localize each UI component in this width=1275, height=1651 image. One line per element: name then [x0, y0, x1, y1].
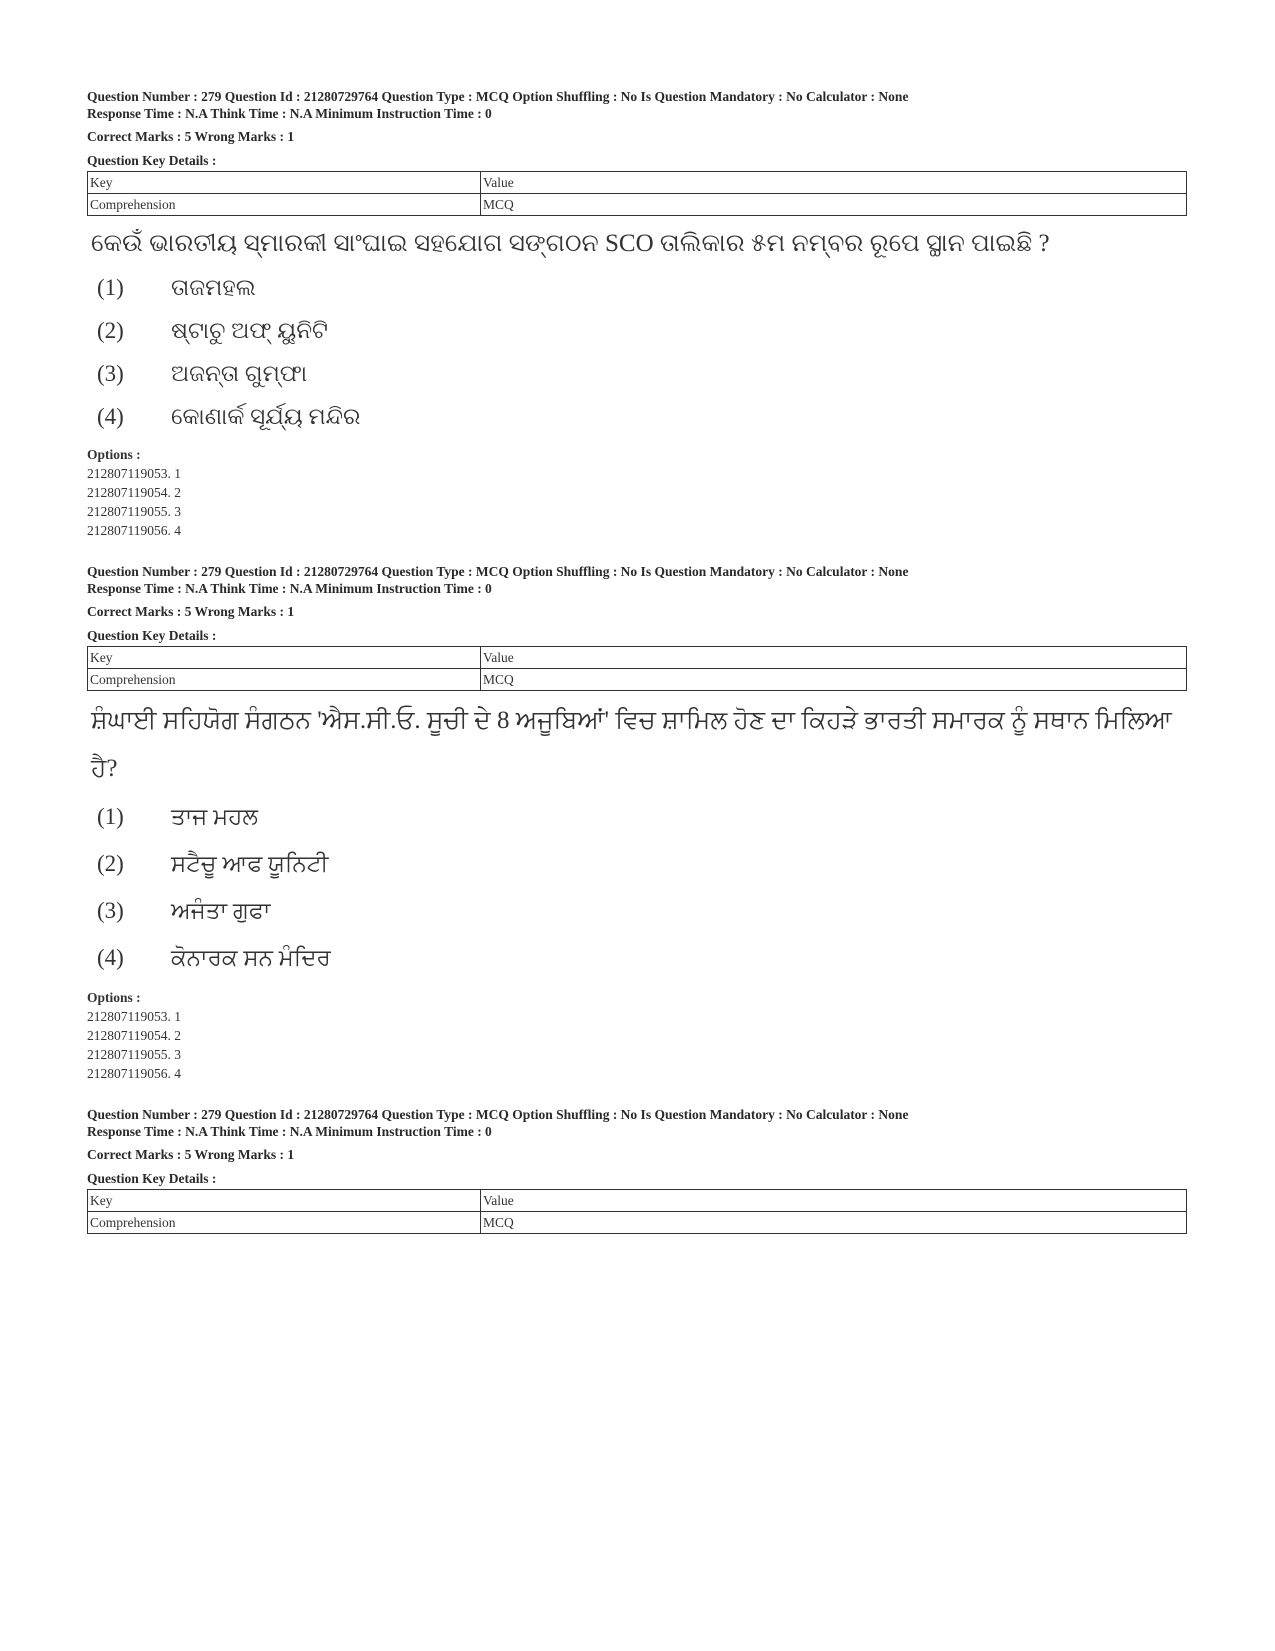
option-id: 212807119056. 4 [87, 1066, 181, 1081]
question-text: ਸ਼ੰਘਾਈ ਸਹਿਯੋਗ ਸੰਗਠਨ 'ਐਸ.ਸੀ.ਓ. ਸੂਚੀ ਦੇ 8 ਅਜੂਬਿਆਂ' ਵਿਚ ਸ਼ਾਮਿਲ ਹੋਣ ਦਾ ਕਿਹੜੇ ਭਾਰਤੀ ਸਮਾਰਕ ਨੂੰ ਸਥਾਨ ਮਿਲਿਆ ਹੈ? [91, 707, 1172, 782]
table-header-value: Value [481, 1190, 1187, 1212]
option-number: (4) [97, 403, 124, 429]
option-id: 212807119054. 2 [87, 1028, 181, 1043]
option-text: ਤਾਜ ਮਹਲ [171, 803, 258, 829]
option-id: 212807119054. 2 [87, 485, 181, 500]
option-id: 212807119055. 3 [87, 504, 181, 519]
table-cell-value: MCQ [481, 669, 1187, 691]
option-text: କୋଣାର୍କ ସୂର୍ଯ୍ୟ ମନ୍ଦିର [171, 403, 361, 429]
question-header-line1: Question Number : 279 Question Id : 21280729764 Question Type : MCQ Option Shuffling : No Is Question Mandatory : No Calculator : None [87, 89, 909, 104]
option-number: (3) [97, 360, 124, 386]
table-row [88, 647, 1187, 669]
key-details-table [87, 646, 1187, 691]
option-text: ਸਟੈਚੂ ਆਫ ਯੂਨਿਟੀ [171, 850, 329, 876]
option-id: 212807119053. 1 [87, 1009, 181, 1024]
table-row [88, 194, 1187, 216]
options-label: Options : [87, 990, 141, 1005]
option-id: 212807119053. 1 [87, 466, 181, 481]
option-number: (1) [97, 274, 124, 300]
option-number: (1) [97, 803, 124, 829]
option-number: (3) [97, 897, 124, 923]
marks-line: Correct Marks : 5 Wrong Marks : 1 [87, 1147, 295, 1162]
table-row [88, 172, 1187, 194]
option-number: (2) [97, 317, 124, 343]
table-header-key: Key [88, 647, 481, 669]
table-header-key: Key [88, 172, 481, 194]
question-block-punjabi [87, 563, 1187, 1083]
table-header-key: Key [88, 1190, 481, 1212]
option-text: ଷ୍ଟାଚୁ ଅଫ୍ ୟୁନିଟି [171, 317, 328, 343]
key-details-table [87, 171, 1187, 216]
option-text: ତାଜମହଲ [171, 274, 256, 300]
question-header-line2: Response Time : N.A Think Time : N.A Minimum Instruction Time : 0 [87, 106, 492, 121]
question-header-line2: Response Time : N.A Think Time : N.A Minimum Instruction Time : 0 [87, 581, 492, 596]
marks-line: Correct Marks : 5 Wrong Marks : 1 [87, 604, 295, 619]
option-item [87, 395, 1187, 438]
table-row [88, 1190, 1187, 1212]
option-number: (4) [97, 944, 124, 970]
option-item [87, 793, 1187, 840]
option-item [87, 934, 1187, 981]
option-number: (2) [97, 850, 124, 876]
question-block-odia [87, 88, 1187, 540]
option-id: 212807119055. 3 [87, 1047, 181, 1062]
table-cell-key: Comprehension [88, 1212, 481, 1234]
marks-line: Correct Marks : 5 Wrong Marks : 1 [87, 129, 295, 144]
table-cell-value: MCQ [481, 194, 1187, 216]
option-text: ଅଜନ୍ତା ଗୁମ୍ଫା [171, 360, 308, 386]
question-header-line1: Question Number : 279 Question Id : 21280729764 Question Type : MCQ Option Shuffling : No Is Question Mandatory : No Calculator : None [87, 1107, 909, 1122]
key-details-label: Question Key Details : [87, 628, 217, 643]
question-header-line1: Question Number : 279 Question Id : 21280729764 Question Type : MCQ Option Shuffling : No Is Question Mandatory : No Calculator : None [87, 564, 909, 579]
key-details-label: Question Key Details : [87, 1171, 217, 1186]
option-text: ਅਜੰਤਾ ਗੁਫਾ [171, 897, 271, 923]
table-row [88, 1212, 1187, 1234]
document-page [87, 88, 1187, 1234]
question-text: କେଉଁ ଭାରତୀୟ ସ୍ମାରକୀ ସାଂଘାଇ ସହଯୋଗ ସଙ୍ଗଠନ SCO ତାଲିକାର ୫ମ ନମ୍ବର ରୂପେ ସ୍ଥାନ ପାଇଛି ? [91, 230, 1050, 257]
table-row [88, 669, 1187, 691]
option-item [87, 266, 1187, 309]
option-text: ਕੋਨਾਰਕ ਸਨ ਮੰਦਿਰ [171, 944, 331, 970]
question-block-next [87, 1106, 1187, 1234]
key-details-label: Question Key Details : [87, 153, 217, 168]
options-label: Options : [87, 447, 141, 462]
table-header-value: Value [481, 647, 1187, 669]
question-header-line2: Response Time : N.A Think Time : N.A Minimum Instruction Time : 0 [87, 1124, 492, 1139]
table-header-value: Value [481, 172, 1187, 194]
option-item [87, 840, 1187, 887]
option-id: 212807119056. 4 [87, 523, 181, 538]
table-cell-value: MCQ [481, 1212, 1187, 1234]
option-item [87, 352, 1187, 395]
table-cell-key: Comprehension [88, 194, 481, 216]
key-details-table [87, 1189, 1187, 1234]
option-item [87, 309, 1187, 352]
table-cell-key: Comprehension [88, 669, 481, 691]
option-item [87, 887, 1187, 934]
